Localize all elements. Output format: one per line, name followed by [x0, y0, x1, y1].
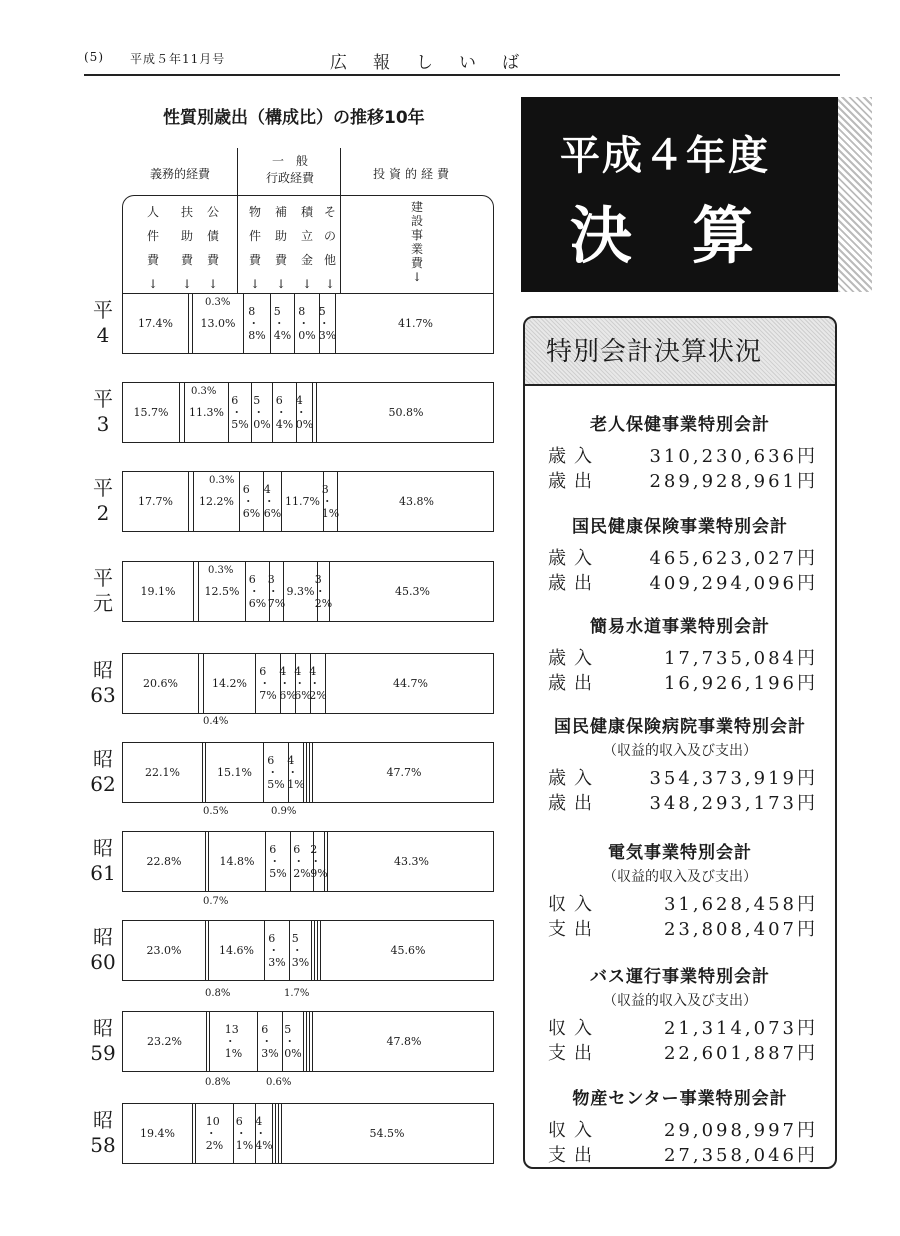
column-header-char: 費 [146, 253, 159, 267]
account-subtitle: （収益的収入及び支出） [603, 869, 757, 885]
account-subtitle: （収益的収入及び支出） [603, 993, 757, 1009]
bar-segment: 6 ・ 5% [264, 743, 289, 802]
account-row [548, 669, 818, 695]
chart-title: 性質別歳出（構成比）の推移10年 [163, 108, 425, 128]
year-bar [122, 382, 494, 443]
bar-segment: 22.8% [123, 832, 206, 891]
year-label-era: 平 [93, 298, 113, 322]
account-subtitle: （収益的収入及び支出） [603, 743, 757, 759]
account-row [548, 890, 818, 916]
bar-segment: 43.8% [399, 495, 434, 508]
bar-segment: 15.1% [206, 743, 264, 802]
year-bar [122, 561, 494, 622]
account-row-value: 289,928,961円 [649, 471, 818, 492]
column-header-char: ↓ [275, 277, 287, 291]
bar-segment: 23.0% [123, 921, 206, 980]
column-header-char: 費 [274, 253, 287, 267]
bar-segment: 13 ・ 1% [210, 1012, 258, 1071]
bar-segment: 5 ・ 3% [290, 921, 312, 980]
small-value-note: 0.4% [203, 716, 229, 727]
column-header-char: 立 [300, 229, 313, 243]
year-label-number: 3 [96, 412, 110, 436]
bar-segment: 6 ・ 7% [256, 654, 281, 713]
panel-title: 特別会計決算状況 [546, 337, 763, 367]
year-label-era: 昭 [93, 836, 113, 860]
bar-segment: 6 ・ 6% [240, 472, 264, 531]
year-label-number: 元 [93, 591, 113, 615]
account-title: 国民健康保険事業特別会計 [572, 517, 788, 537]
column-header-char: 金 [300, 253, 313, 267]
account-row-value: 21,314,073円 [663, 1018, 818, 1039]
account-row-label: 収入 [548, 1120, 600, 1141]
account-row-value: 16,926,196円 [663, 673, 818, 694]
bar-segment: 23.2% [123, 1012, 207, 1071]
panel-header-rule [525, 384, 835, 386]
bar-segment: 9.3% [284, 562, 318, 621]
account-title: 老人保健事業特別会計 [590, 415, 770, 435]
account-row [548, 1116, 818, 1142]
account-row-value: 465,623,027円 [649, 548, 818, 569]
account-row-label: 歳出 [548, 793, 600, 814]
group-divider [237, 148, 238, 200]
year-label-era: 昭 [93, 747, 113, 771]
column-header-char: 公 [206, 205, 219, 219]
account-row [548, 1039, 818, 1065]
bar-segment: 5 ・ 3% [320, 294, 336, 353]
account-row [548, 1141, 818, 1167]
year-label-era: 平 [93, 566, 113, 590]
bar-segment: 6 ・ 5% [266, 832, 291, 891]
bar-segment: 4 ・ 6% [281, 654, 296, 713]
banner-title: 決算 [570, 199, 815, 272]
column-header-char: 債 [206, 229, 219, 243]
column-header-char: 業 [410, 242, 423, 256]
column-header-char: 補 [274, 205, 287, 219]
account-row [548, 1014, 818, 1040]
account-title: 国民健康保険病院事業特別会計 [554, 717, 806, 737]
newsletter-title: 広報しいば [330, 53, 545, 73]
account-title: バス運行事業特別会計 [590, 967, 770, 987]
column-header-char: 設 [410, 214, 423, 228]
account-row-value: 29,098,997円 [663, 1120, 818, 1141]
account-row [548, 764, 818, 790]
account-row [548, 644, 818, 670]
bar-segment: 8 ・ 0% [295, 294, 320, 353]
account-row-value: 310,230,636円 [649, 446, 818, 467]
column-divider [340, 195, 341, 295]
account-row [548, 789, 818, 815]
column-header-char: の [323, 229, 336, 243]
account-row-value: 31,628,458円 [663, 894, 818, 915]
account-row-label: 支出 [548, 919, 600, 940]
year-bar [122, 653, 494, 714]
bar-segment: 6 ・ 4% [273, 383, 297, 442]
column-header-char: ↓ [301, 277, 313, 291]
year-label-era: 昭 [93, 1108, 113, 1132]
small-value-note: 0.3% [205, 297, 231, 308]
bar-segment: 14.8% [209, 832, 266, 891]
bar-segment: 14.6% [209, 921, 265, 980]
account-row-label: 収入 [548, 894, 600, 915]
small-value-note: 0.3% [208, 565, 234, 576]
column-header-char: そ [323, 205, 336, 219]
bar-segment: 22.1% [123, 743, 203, 802]
account-row [548, 442, 818, 468]
column-header-char: 建 [410, 200, 423, 214]
column-divider [237, 195, 238, 295]
bar-segment: 44.7% [393, 677, 428, 690]
bar-segment: 6 ・ 1% [234, 1104, 256, 1163]
year-label-era: 昭 [93, 1016, 113, 1040]
account-row-value: 27,358,046円 [663, 1145, 818, 1166]
bar-segment: 8 ・ 8% [244, 294, 271, 353]
account-row-value: 23,808,407円 [663, 919, 818, 940]
column-header-char: 費 [180, 253, 193, 267]
column-header-char: 事 [410, 228, 423, 242]
column-header-char: 物 [248, 205, 261, 219]
year-bar [122, 1011, 494, 1072]
decorative-pattern [838, 97, 872, 292]
small-value-note: 0.9% [271, 806, 297, 817]
year-label-era: 昭 [93, 658, 113, 682]
bar-segment: 11.3% [185, 383, 229, 442]
bar-segment: 50.8% [388, 406, 424, 419]
bar-segment: 12.2% [194, 472, 240, 531]
year-bar [122, 920, 494, 981]
bar-segment: 17.4% [123, 294, 189, 353]
bar-segment: 19.4% [123, 1104, 193, 1163]
year-label-number: 59 [90, 1041, 116, 1065]
bar-segment: 6 ・ 5% [229, 383, 252, 442]
year-label-number: 2 [96, 501, 110, 525]
bar-segment: 41.7% [398, 317, 433, 330]
group-investment: 投資的経費 [372, 167, 453, 181]
bar-segment: 5 ・ 0% [252, 383, 273, 442]
year-label-number: 60 [90, 950, 116, 974]
bar-segment: 17.7% [123, 472, 189, 531]
small-value-note: 0.8% [205, 1077, 231, 1088]
bar-segment: 45.6% [390, 944, 426, 957]
page-number: (5) [84, 50, 104, 64]
year-bar [122, 1103, 494, 1164]
column-header-char: 人 [146, 205, 159, 219]
column-header-char: ↓ [147, 277, 159, 291]
bar-segment: 20.6% [123, 654, 199, 713]
column-header-char: 他 [323, 253, 336, 267]
column-header-char: 助 [180, 229, 193, 243]
account-row-value: 348,293,173円 [649, 793, 818, 814]
bar-segment: 6 ・ 3% [265, 921, 290, 980]
group-general-line1: 一 般 [271, 154, 308, 168]
small-value-note: 0.8% [205, 988, 231, 999]
year-label-number: 58 [90, 1133, 116, 1157]
year-bar [122, 831, 494, 892]
year-bar [122, 742, 494, 803]
year-label-number: 61 [90, 861, 116, 885]
small-value-note: 1.7% [284, 988, 310, 999]
column-header-char: ↓ [324, 277, 336, 291]
bar-segment: 2 ・ 9% [314, 832, 325, 891]
account-row [548, 544, 818, 570]
bar-segment: 14.2% [204, 654, 256, 713]
group-divider [340, 148, 341, 200]
banner-year: 平成４年度 [560, 133, 770, 179]
account-row-label: 収入 [548, 1018, 600, 1039]
account-row-value: 354,373,919円 [649, 768, 818, 789]
column-header-char: ↓ [181, 277, 193, 291]
bar-segment: 6 ・ 2% [291, 832, 314, 891]
group-general-line2: 行政経費 [265, 171, 314, 185]
bar-segment: 10 ・ 2% [196, 1104, 234, 1163]
bar-segment: 54.5% [369, 1127, 405, 1140]
account-row-label: 歳出 [548, 673, 600, 694]
header-rule [84, 74, 840, 76]
account-row [548, 915, 818, 941]
column-header-char: 助 [274, 229, 287, 243]
column-header-char: ↓ [249, 277, 261, 291]
bar-segment: 4 ・ 4% [256, 1104, 273, 1163]
bar-segment: 4 ・ 0% [297, 383, 313, 442]
small-value-note: 0.5% [203, 806, 229, 817]
group-mandatory: 義務的経費 [149, 167, 210, 181]
column-header-char: 扶 [180, 205, 193, 219]
bar-segment: 12.5% [199, 562, 246, 621]
account-row-value: 22,601,887円 [663, 1043, 818, 1064]
small-value-note: 0.7% [203, 896, 229, 907]
account-row-label: 支出 [548, 1145, 600, 1166]
bar-segment: 4 ・ 2% [311, 654, 326, 713]
column-header-char: 件 [248, 229, 261, 243]
account-row-label: 歳出 [548, 573, 600, 594]
account-row [548, 569, 818, 595]
bar-segment: 19.1% [123, 562, 194, 621]
column-header-char: 積 [300, 205, 313, 219]
bar-segment: 4 ・ 1% [289, 743, 304, 802]
bar-segment: 15.7% [123, 383, 180, 442]
column-header-char: 費 [206, 253, 219, 267]
account-row-label: 歳入 [548, 768, 600, 789]
bar-segment: 43.3% [394, 855, 429, 868]
account-title: 物産センター事業特別会計 [572, 1089, 788, 1109]
year-label-era: 平 [93, 476, 113, 500]
bar-segment: 47.8% [386, 1035, 422, 1048]
year-label-era: 平 [93, 387, 113, 411]
column-header-char: ↓ [207, 277, 219, 291]
year-label-number: 62 [90, 772, 116, 796]
account-row-label: 歳入 [548, 548, 600, 569]
year-label-era: 昭 [93, 925, 113, 949]
account-row-label: 歳入 [548, 446, 600, 467]
account-title: 電気事業特別会計 [608, 843, 752, 863]
bar-segment: 5 ・ 4% [271, 294, 295, 353]
column-header-char: 件 [146, 229, 159, 243]
bar-segment: 13.0% [193, 294, 244, 353]
bar-segment: 4 ・ 6% [296, 654, 311, 713]
issue-date: 平成５年11月号 [130, 52, 226, 66]
bar-segment: 6 ・ 3% [258, 1012, 283, 1071]
account-row-label: 歳出 [548, 471, 600, 492]
year-bar [122, 293, 494, 354]
column-header-char: 費 [248, 253, 261, 267]
account-row-label: 歳入 [548, 648, 600, 669]
account-row [548, 467, 818, 493]
year-label-number: 4 [96, 323, 110, 347]
small-value-note: 0.6% [266, 1077, 292, 1088]
year-bar [122, 471, 494, 532]
column-header-char: ↓ [411, 270, 423, 284]
bar-segment: 11.7% [282, 472, 324, 531]
small-value-note: 0.3% [209, 475, 235, 486]
account-row-label: 支出 [548, 1043, 600, 1064]
bar-segment: 45.3% [395, 585, 430, 598]
year-label-number: 63 [90, 683, 116, 707]
bar-segment: 47.7% [386, 766, 422, 779]
bar-segment: 3 ・ 7% [270, 562, 284, 621]
account-row-value: 409,294,096円 [649, 573, 818, 594]
account-title: 簡易水道事業特別会計 [590, 617, 770, 637]
bar-segment: 3 ・ 1% [324, 472, 338, 531]
account-row-value: 17,735,084円 [663, 648, 818, 669]
bar-segment: 4 ・ 6% [264, 472, 282, 531]
bar-segment: 3 ・ 2% [318, 562, 330, 621]
small-value-note: 0.3% [191, 386, 217, 397]
bar-segment: 5 ・ 0% [283, 1012, 304, 1071]
column-header-char: 費 [410, 256, 423, 270]
bar-segment: 6 ・ 6% [246, 562, 270, 621]
